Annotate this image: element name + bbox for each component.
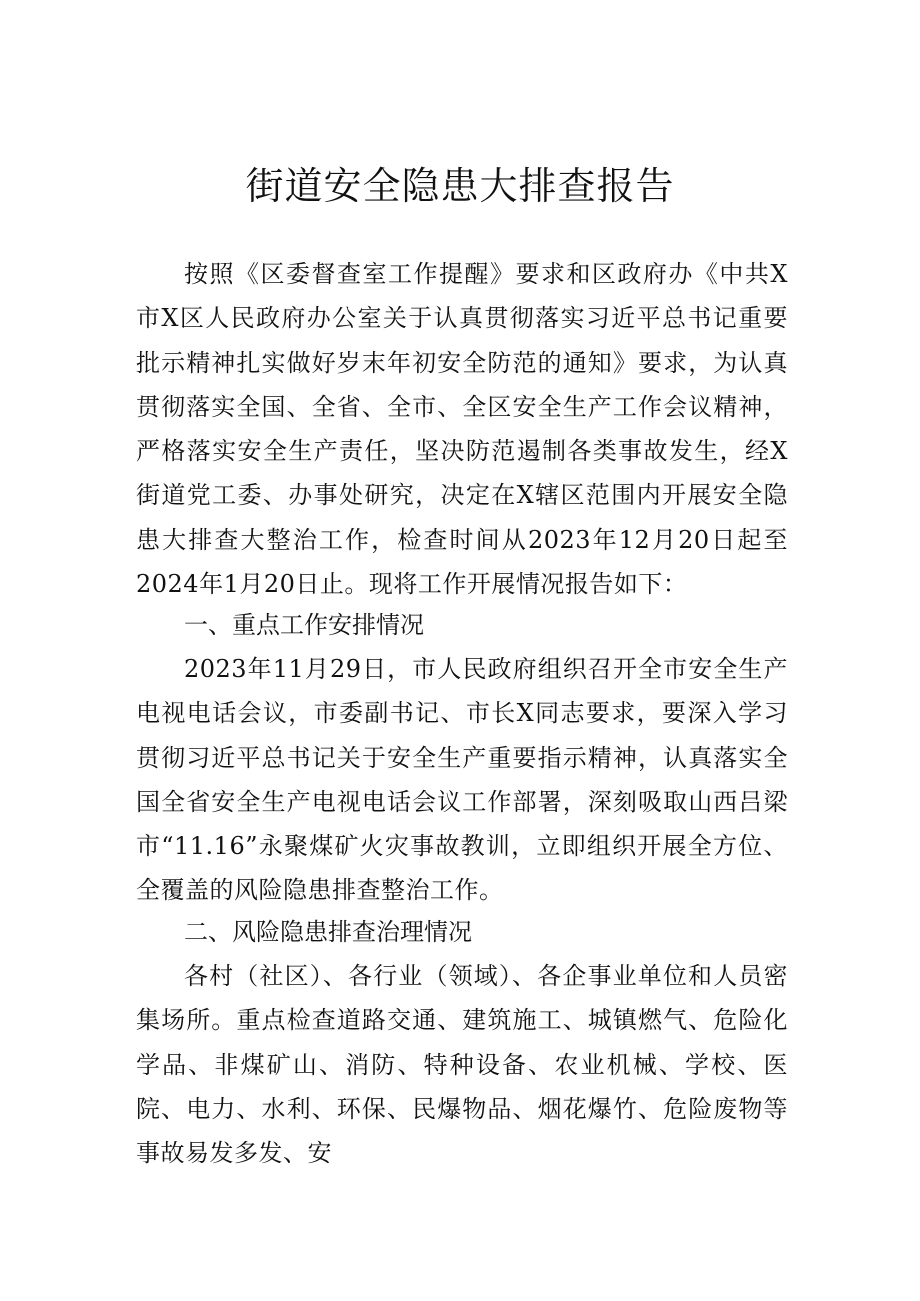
intro-paragraph: 按照《区委督查室工作提醒》要求和区政府办《中共X市X区人民政府办公室关于认真贯彻落实习近平总书记重要批示精神扎实做好岁末年初安全防范的通知》要求，为认真贯彻落实全国、全省、全市、全区安全生产工作会议精神，严格落实安全生产责任，坚决防范遏制各类事故发生，经X街道党工委、办事处研究，决定在X辖区范围内开展安全隐患大排查大整治工作，检查时间从2023年12月20日起至2024年1月20日止。现将工作开展情况报告如下： [136, 260, 788, 599]
section-1-paragraph: 2023年11月29日，市人民政府组织召开全市安全生产电视电话会议，市委副书记、市长X同志要求，要深入学习贯彻习近平总书记关于安全生产重要指示精神，认真落实全国全省安全生产电视电话会议工作部署，深刻吸取山西吕梁市“11.16”永聚煤矿火灾事故教训，立即组织开展全方位、全覆盖的风险隐患排查整治工作。 [136, 655, 788, 905]
document-title: 街道安全隐患大排查报告 [245, 164, 675, 208]
section-2-paragraph: 各村（社区）、各行业（领域）、各企事业单位和人员密集场所。重点检查道路交通、建筑施工、城镇燃气、危险化学品、非煤矿山、消防、特种设备、农业机械、学校、医院、电力、水利、环保、民爆物品、烟花爆竹、危险废物等事故易发多发、安 [136, 962, 788, 1168]
section-heading-2: 二、风险隐患排查治理情况 [184, 918, 472, 946]
section-heading-1: 一、重点工作安排情况 [184, 611, 424, 639]
